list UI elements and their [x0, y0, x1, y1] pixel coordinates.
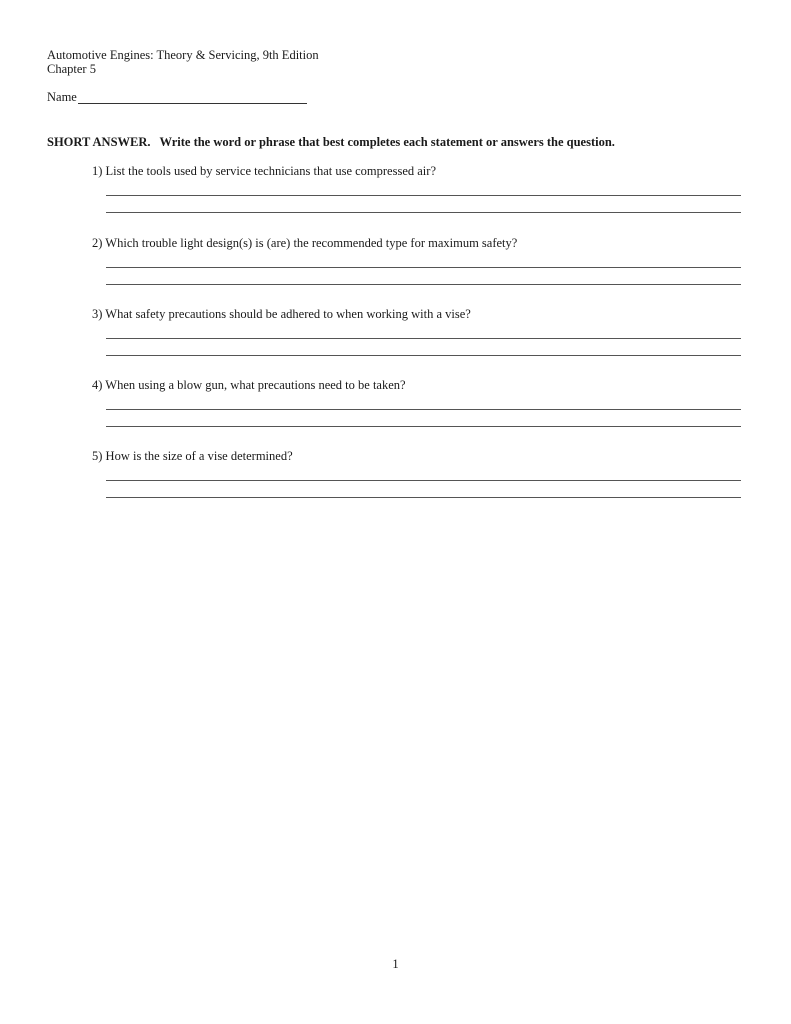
page-number: 1	[392, 957, 399, 971]
answer-line	[106, 284, 741, 285]
name-blank-line	[78, 91, 307, 104]
name-field	[47, 90, 307, 104]
answer-line	[106, 212, 741, 213]
answer-line	[106, 497, 741, 498]
section-header	[47, 135, 615, 149]
answer-line	[106, 426, 741, 427]
question-text: 5) How is the size of a vise determined?	[92, 449, 293, 463]
question-text: 2) Which trouble light design(s) is (are) the recommended type for maximum safety?	[92, 236, 518, 250]
answer-line	[106, 409, 741, 410]
answer-line	[106, 267, 741, 268]
answer-line	[106, 338, 741, 339]
question-text: 1) List the tools used by service technicians that use compressed air?	[92, 164, 436, 178]
answer-line	[106, 355, 741, 356]
section-label: SHORT ANSWER.	[47, 135, 151, 149]
question-4	[92, 378, 742, 392]
question-5	[92, 449, 742, 463]
question-text: 4) When using a blow gun, what precautions need to be taken?	[92, 378, 406, 392]
answer-line	[106, 195, 741, 196]
question-2	[92, 236, 742, 250]
question-1	[92, 164, 742, 178]
name-label: Name	[47, 90, 77, 104]
chapter-label: Chapter 5	[47, 62, 96, 76]
book-title: Automotive Engines: Theory & Servicing, 9th Edition	[47, 48, 319, 62]
answer-line	[106, 480, 741, 481]
section-instructions: Write the word or phrase that best completes each statement or answers the question.	[159, 135, 615, 149]
question-3	[92, 307, 742, 321]
question-text: 3) What safety precautions should be adhered to when working with a vise?	[92, 307, 471, 321]
